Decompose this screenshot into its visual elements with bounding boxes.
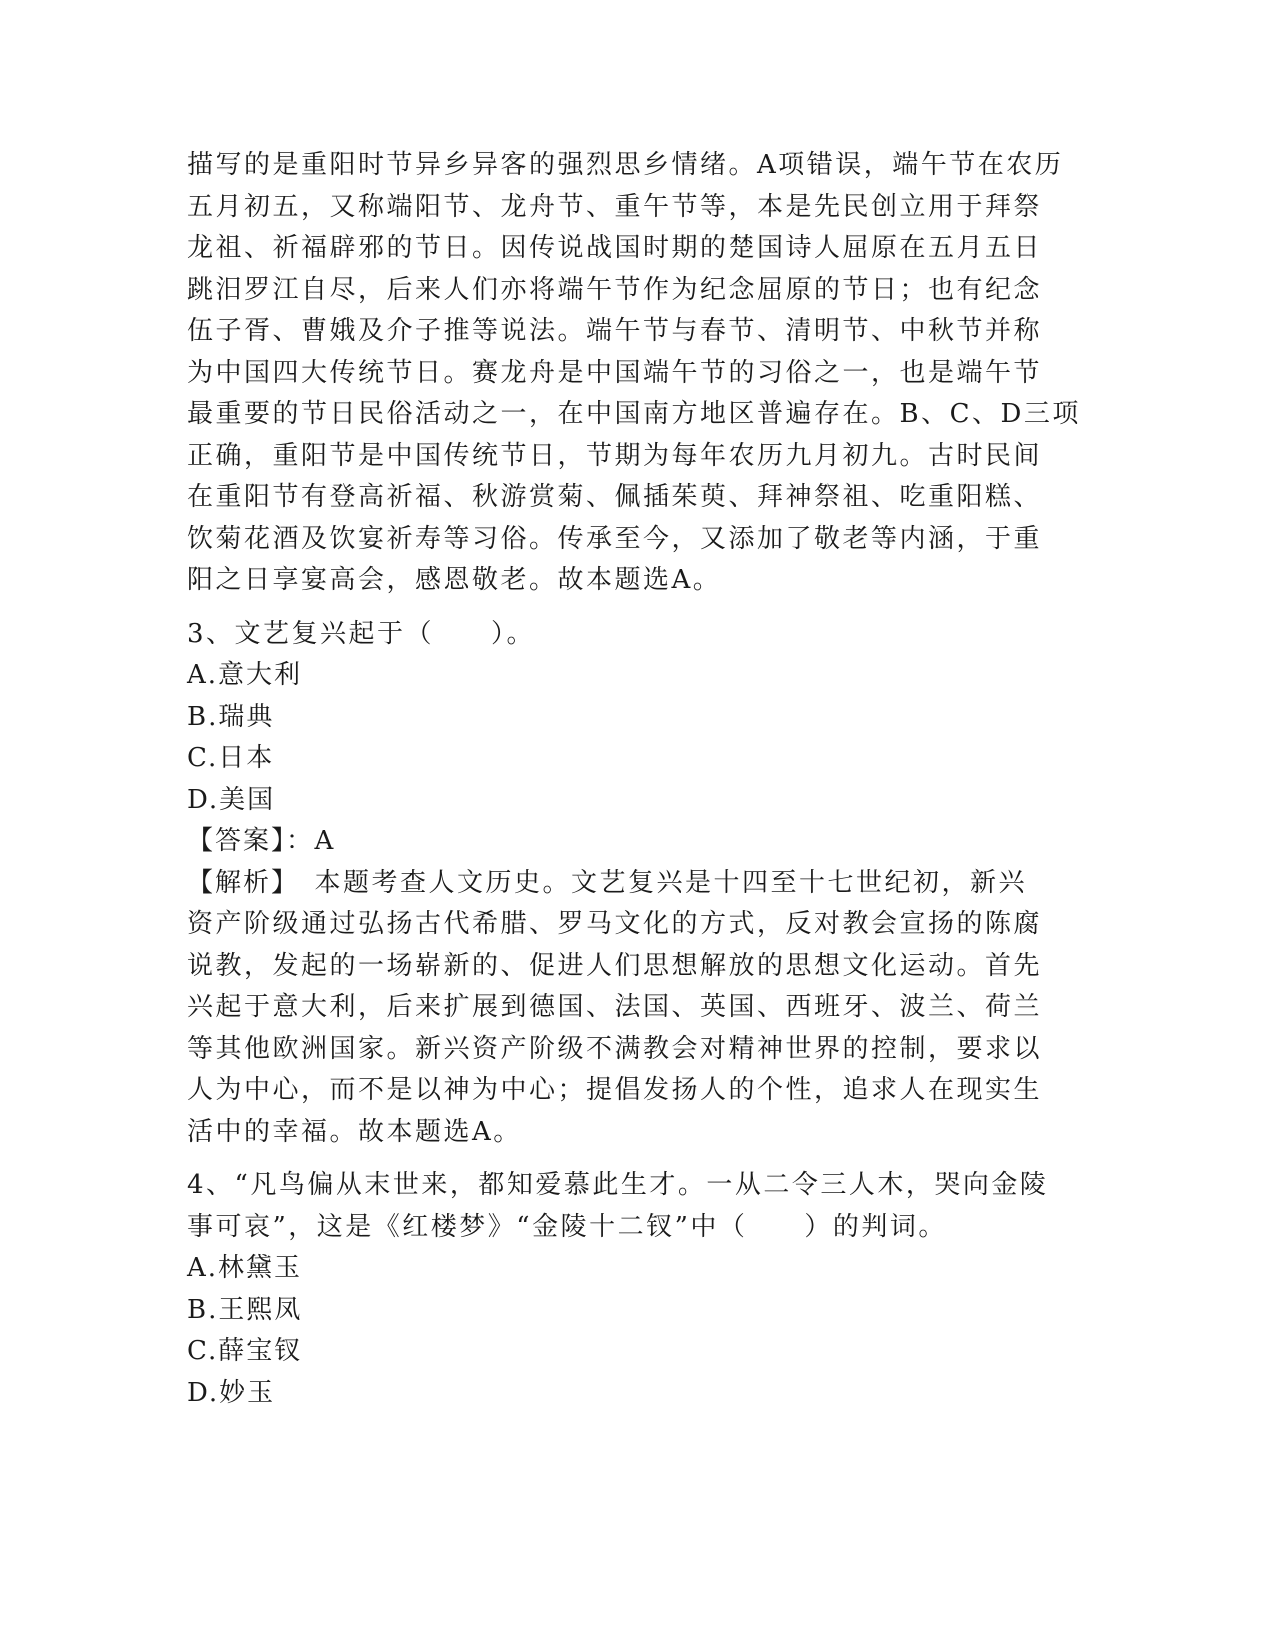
text-line: 阳之日享宴高会，感恩敬老。故本题选A。 [187, 565, 722, 595]
spacer [187, 602, 1087, 614]
answer-line [187, 821, 1087, 863]
option-b: B.瑞典 [187, 701, 275, 732]
question-stem: 3、文艺复兴起于（ ）。 [187, 618, 536, 649]
answer-label: 【答案】 [187, 826, 287, 856]
analysis-line [187, 863, 1087, 905]
option-d: D.美国 [187, 784, 276, 815]
question-stem: 4、“凡鸟偏从末世来，都知爱慕此生才。一从二令三人木，哭向金陵 [187, 1170, 1049, 1200]
question-3 [187, 614, 1087, 1154]
text-line: 兴起于意大利，后来扩展到德国、法国、英国、西班牙、波兰、荷兰 [187, 992, 1043, 1022]
document-page [187, 145, 1087, 1414]
question-stem-cont: 事可哀”，这是《红楼梦》“金陵十二钗”中（ ）的判词。 [187, 1211, 947, 1242]
text-line: 说教，发起的一场崭新的、促进人们思想解放的思想文化运动。首先 [187, 950, 1043, 981]
option-a: A.意大利 [187, 660, 303, 690]
option-a: A.林黛玉 [187, 1253, 303, 1283]
text-line: 饮菊花酒及饮宴祈寿等习俗。传承至今，又添加了敬老等内涵，于重 [187, 523, 1043, 554]
analysis-label: 【解析】 [187, 867, 287, 898]
text-line: 在重阳节有登高祈福、秋游赏菊、佩插茱萸、拜神祭祖、吃重阳糕、 [187, 482, 1043, 512]
text-line: 等其他欧洲国家。新兴资产阶级不满教会对精神世界的控制，要求以 [187, 1033, 1043, 1064]
text-line: 人为中心，而不是以神为中心；提倡发扬人的个性，追求人在现实生 [187, 1075, 1043, 1105]
option-b: B.王熙凤 [187, 1294, 303, 1325]
question-4 [187, 1165, 1087, 1414]
option-d: D.妙玉 [187, 1377, 276, 1408]
option-c: C.日本 [187, 743, 275, 773]
text-line: 正确，重阳节是中国传统节日，节期为每年农历九月初九。古时民间 [187, 440, 1043, 471]
text-line: 活中的幸福。故本题选A。 [187, 1116, 522, 1147]
text-line: 龙祖、祈福辟邪的节日。因传说战国时期的楚国诗人屈原在五月五日 [187, 233, 1043, 263]
analysis-text: 本题考查人文历史。文艺复兴是十四至十七世纪初，新兴 [286, 867, 1028, 898]
text-line: 跳汨罗江自尽，后来人们亦将端午节作为纪念屈原的节日；也有纪念 [187, 274, 1043, 305]
text-line: 伍子胥、曹娥及介子推等说法。端午节与春节、清明节、中秋节并称 [187, 316, 1043, 346]
answer-value: ：A [286, 826, 336, 856]
prev-explanation [187, 145, 1087, 602]
text-line: 五月初五，又称端阳节、龙舟节、重午节等，本是先民创立用于拜祭 [187, 191, 1043, 222]
text-line: 为中国四大传统节日。赛龙舟是中国端午节的习俗之一，也是端午节 [187, 357, 1043, 388]
option-c: C.薛宝钗 [187, 1336, 303, 1366]
text-line: 描写的是重阳时节异乡异客的强烈思乡情绪。A项错误，端午节在农历 [187, 150, 1064, 180]
text-line: 资产阶级通过弘扬古代希腊、罗马文化的方式，反对教会宣扬的陈腐 [187, 909, 1043, 939]
text-line: 最重要的节日民俗活动之一，在中国南方地区普遍存在。B、C、D三项 [187, 399, 1081, 429]
spacer [187, 1153, 1087, 1165]
